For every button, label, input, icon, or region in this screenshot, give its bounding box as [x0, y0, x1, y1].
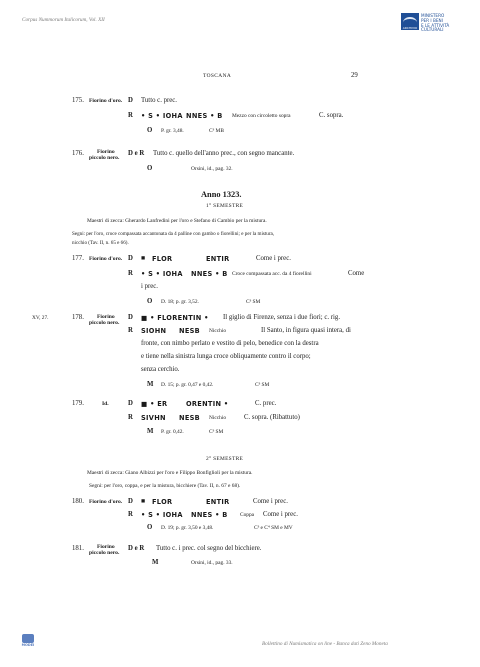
obverse-legend: ■ • FLORENTIN •	[141, 314, 209, 322]
ministry-logo: ARCHIVIO	[401, 13, 419, 30]
coin-label: Fiorino	[97, 314, 115, 320]
obverse-description: Come i prec.	[256, 255, 291, 262]
collection-info: C³ SM	[209, 429, 224, 435]
mint-masters: Maestri di zecca: Giano Albizzi per l'oro e Filippo Bonfiglioli per la mistura.	[87, 470, 253, 476]
weight-info: D. 18; p. gr. 3,52.	[161, 299, 199, 305]
obverse-symbol: D	[128, 400, 133, 407]
obverse-symbol: D	[128, 97, 133, 104]
coin-label: Fiorino d'oro.	[89, 256, 123, 262]
entry-number: 179.	[72, 400, 84, 407]
metal-symbol: O	[147, 524, 153, 531]
reverse-description: C. sopra. (Ribattuto)	[244, 414, 300, 421]
obverse-legend: FLOR	[152, 498, 173, 506]
description-line-3: e tiene nella sinistra lunga croce obliquamente contro il corpo;	[141, 353, 311, 360]
reverse-description: Il Santo, in figura quasi intera, di	[261, 327, 351, 334]
description: Tutto c. i prec. col segno del bicchiere.	[156, 545, 262, 552]
reverse-mark: Nicchio	[209, 328, 227, 334]
collection-info: C³ MB	[209, 128, 224, 134]
obverse-mark: ■	[141, 255, 146, 262]
metal-symbol: M	[147, 381, 154, 388]
reverse-description-2: C. sopra.	[319, 112, 344, 119]
reverse-description: Mezzo con circoletto sopra	[232, 113, 291, 119]
reverse-symbol: R	[128, 511, 133, 518]
entry-number: 177.	[72, 255, 84, 262]
marks-line-1: Segni: per l'oro, croce compassata accantonata da 4 palline con gambo o fiorellini; e per la mistura,	[72, 231, 275, 237]
coin-label: Id.	[102, 401, 109, 407]
year-heading: Anno 1323.	[201, 190, 242, 199]
entry-number: 180.	[72, 498, 84, 505]
obverse-description: C. prec.	[255, 400, 277, 407]
footer-credit: Bollettino di Numismatica on line - Banca dati Zeno Moneta	[262, 641, 388, 647]
entry-number: 176.	[72, 150, 84, 157]
description-line-2: fronte, con nimbo perlato e vestito di pelo, benedice con la destra	[141, 340, 319, 347]
coin-label: Fiorino d'oro.	[89, 499, 123, 505]
obverse-legend: FLOR	[152, 255, 173, 263]
obverse-legend: ■ • ER	[141, 400, 168, 408]
reverse-legend: SIOHN	[141, 327, 167, 335]
metal-symbol: O	[147, 298, 153, 305]
entry-number: 178.	[72, 314, 84, 321]
weight-info: P. gr. 0,42.	[161, 429, 184, 435]
metal-symbol: M	[152, 559, 159, 566]
collection-info: C³ SM	[246, 299, 261, 305]
obverse-symbol: D	[128, 314, 133, 321]
marks-line: Segni: per l'oro, coppa, e per la mistura, bicchiere (Tav. II, n. 67 e 68).	[89, 483, 241, 489]
journal-title: Corpus Nummorum Italicorum, Vol. XII	[22, 17, 105, 23]
reverse-mark: Coppa	[240, 512, 255, 518]
reverse-legend-2: NNES • B	[191, 270, 228, 278]
side-symbols: D e R	[128, 150, 145, 157]
weight-info: D. 19; p. gr. 3,50 e 3,48.	[161, 525, 214, 531]
description: Tutto c. quello dell'anno prec., con segno mancante.	[153, 150, 295, 157]
reverse-legend-2: NESB	[179, 414, 200, 422]
reverse-legend-2: NNES • B	[186, 112, 223, 120]
obverse-legend-2: ENTIR	[206, 255, 230, 263]
metal-symbol: M	[147, 428, 154, 435]
marks-line-2: nicchio (Tav. II, n. 65 e 66).	[72, 240, 129, 246]
obverse-description: Tutto c. prec.	[141, 97, 177, 104]
metal-symbol: O	[147, 165, 153, 172]
collection-info: C³ SM	[255, 382, 270, 388]
reverse-description: Come i prec.	[263, 511, 298, 518]
coin-label: Fiorino d'oro.	[89, 98, 123, 104]
reverse-mark: Nicchio	[209, 415, 227, 421]
reverse-description-3: i prec.	[141, 283, 158, 290]
reverse-legend: • S • IOHA	[141, 270, 183, 278]
page-number: 29	[351, 72, 358, 79]
reference: Orsini, id., pag. 33.	[191, 560, 233, 566]
metal-symbol: O	[147, 127, 153, 134]
weight-info: P. gr. 3,48.	[161, 128, 184, 134]
reverse-symbol: R	[128, 270, 133, 277]
weight-info: D. 15; p. gr. 0,47 e 0,42.	[161, 382, 214, 388]
reverse-legend: • S • IOHA	[141, 112, 183, 120]
coin-label-2: piccolo nero.	[89, 320, 120, 326]
obverse-legend-2: ENTIR	[206, 498, 230, 506]
running-head: TOSCANA	[203, 73, 232, 79]
obverse-description: Come i prec.	[253, 498, 288, 505]
reverse-symbol: R	[128, 112, 133, 119]
obverse-symbol: D	[128, 498, 133, 505]
semester-heading: 2° SEMESTRE	[206, 456, 244, 462]
reverse-legend-2: NNES • B	[191, 511, 228, 519]
obverse-symbol: D	[128, 255, 133, 262]
entry-number: 175.	[72, 97, 84, 104]
obverse-description: Il giglio di Firenze, senza i due fiori; c. rig.	[223, 314, 341, 321]
description-line-4: senza cerchio.	[141, 366, 180, 373]
modei-logo: MODEI	[19, 634, 37, 647]
coin-label: Fiorino	[97, 149, 115, 155]
obverse-legend-2: ORENTIN •	[186, 400, 229, 408]
reverse-description: Croce compassata acc. da 4 fiorellini	[232, 271, 312, 277]
reverse-legend-2: NESB	[179, 327, 200, 335]
obverse-mark: ■	[141, 498, 146, 505]
reverse-legend: • S • IOHA	[141, 511, 183, 519]
reverse-legend: SIVHN	[141, 414, 166, 422]
coin-label-2: piccolo nero.	[89, 155, 120, 161]
reverse-symbol: R	[128, 327, 133, 334]
plate-reference: XV, 27.	[32, 315, 49, 321]
reference: Orsini, id., pag. 32.	[191, 166, 233, 172]
reverse-symbol: R	[128, 414, 133, 421]
coin-label: Fiorino	[97, 544, 115, 550]
entry-number: 181.	[72, 545, 84, 552]
side-symbols: D e R	[128, 545, 145, 552]
coin-label-2: piccolo nero.	[89, 550, 120, 556]
semester-heading: 1° SEMESTRE	[206, 203, 244, 209]
collection-info: C³ e C⁴ SM e MV	[254, 525, 293, 531]
ministry-name: MINISTERO PER I BENI E LE ATTIVITÀ CULTURALI	[421, 13, 450, 33]
reverse-description-2: Come	[348, 270, 365, 277]
mint-masters: Maestri di zecca: Gherardo Lanfredini per l'oro e Stefano di Cambio per la mistura.	[87, 218, 267, 224]
